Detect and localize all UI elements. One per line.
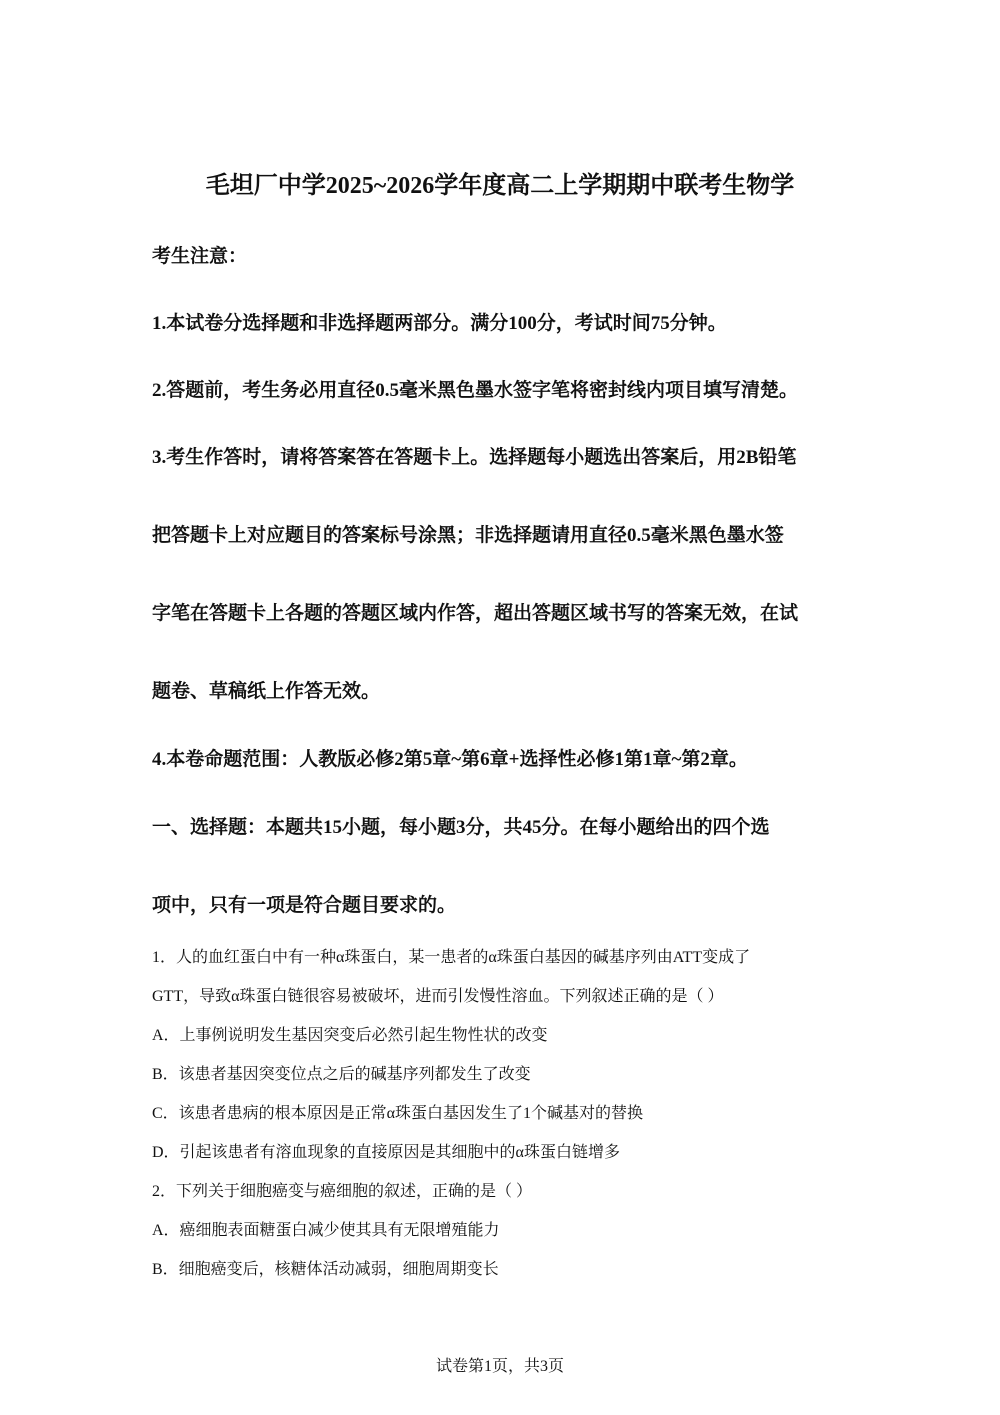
question-2-option-b: B．细胞癌变后，核糖体活动减弱，细胞周期变长 <box>152 1261 499 1278</box>
question-2-stem: 2．下列关于细胞癌变与癌细胞的叙述，正确的是（ ） <box>152 1183 533 1200</box>
question-1-stem-line-1: 1．人的血红蛋白中有一种α珠蛋白，某一患者的α珠蛋白基因的碱基序列由ATT变成了 <box>152 949 751 966</box>
question-1-stem-line-2: GTT，导致α珠蛋白链很容易被破坏，进而引发慢性溶血。下列叙述正确的是（ ） <box>152 988 724 1005</box>
notice-item-1: 1.本试卷分选择题和非选择题两部分。满分100分，考试时间75分钟。 <box>152 313 727 334</box>
question-2-option-a: A．癌细胞表面糖蛋白减少使其具有无限增殖能力 <box>152 1222 500 1239</box>
notice-item-4: 4.本卷命题范围：人教版必修2第5章~第6章+选择性必修1第1章~第2章。 <box>152 749 748 770</box>
notice-item-3-line-3: 字笔在答题卡上各题的答题区域内作答，超出答题区域书写的答案无效，在试 <box>152 603 799 624</box>
exam-title: 毛坦厂中学2025~2026学年度高二上学期期中联考生物学 <box>205 173 795 199</box>
notice-item-3-line-1: 3.考生作答时，请将答案答在答题卡上。选择题每小题选出答案后，用2B铅笔 <box>152 447 797 468</box>
notice-heading: 考生注意： <box>152 246 248 267</box>
notice-item-3-line-2: 把答题卡上对应题目的答案标号涂黑；非选择题请用直径0.5毫米黑色墨水签 <box>152 525 784 546</box>
question-1-option-b: B．该患者基因突变位点之后的碱基序列都发生了改变 <box>152 1066 531 1083</box>
question-1-option-a: A．上事例说明发生基因突变后必然引起生物性状的改变 <box>152 1027 548 1044</box>
section-1-heading-line-2: 项中，只有一项是符合题目要求的。 <box>152 895 457 916</box>
section-1-heading-line-1: 一、选择题：本题共15小题，每小题3分，共45分。在每小题给出的四个选 <box>152 817 770 838</box>
question-1-option-c: C．该患者患病的根本原因是正常α珠蛋白基因发生了1个碱基对的替换 <box>152 1105 644 1122</box>
notice-item-3-line-4: 题卷、草稿纸上作答无效。 <box>152 681 381 702</box>
page-footer: 试卷第1页，共3页 <box>435 1358 564 1375</box>
notice-item-2: 2.答题前，考生务必用直径0.5毫米黑色墨水签字笔将密封线内项目填写清楚。 <box>152 380 799 401</box>
question-1-option-d: D．引起该患者有溶血现象的直接原因是其细胞中的α珠蛋白链增多 <box>152 1144 620 1161</box>
